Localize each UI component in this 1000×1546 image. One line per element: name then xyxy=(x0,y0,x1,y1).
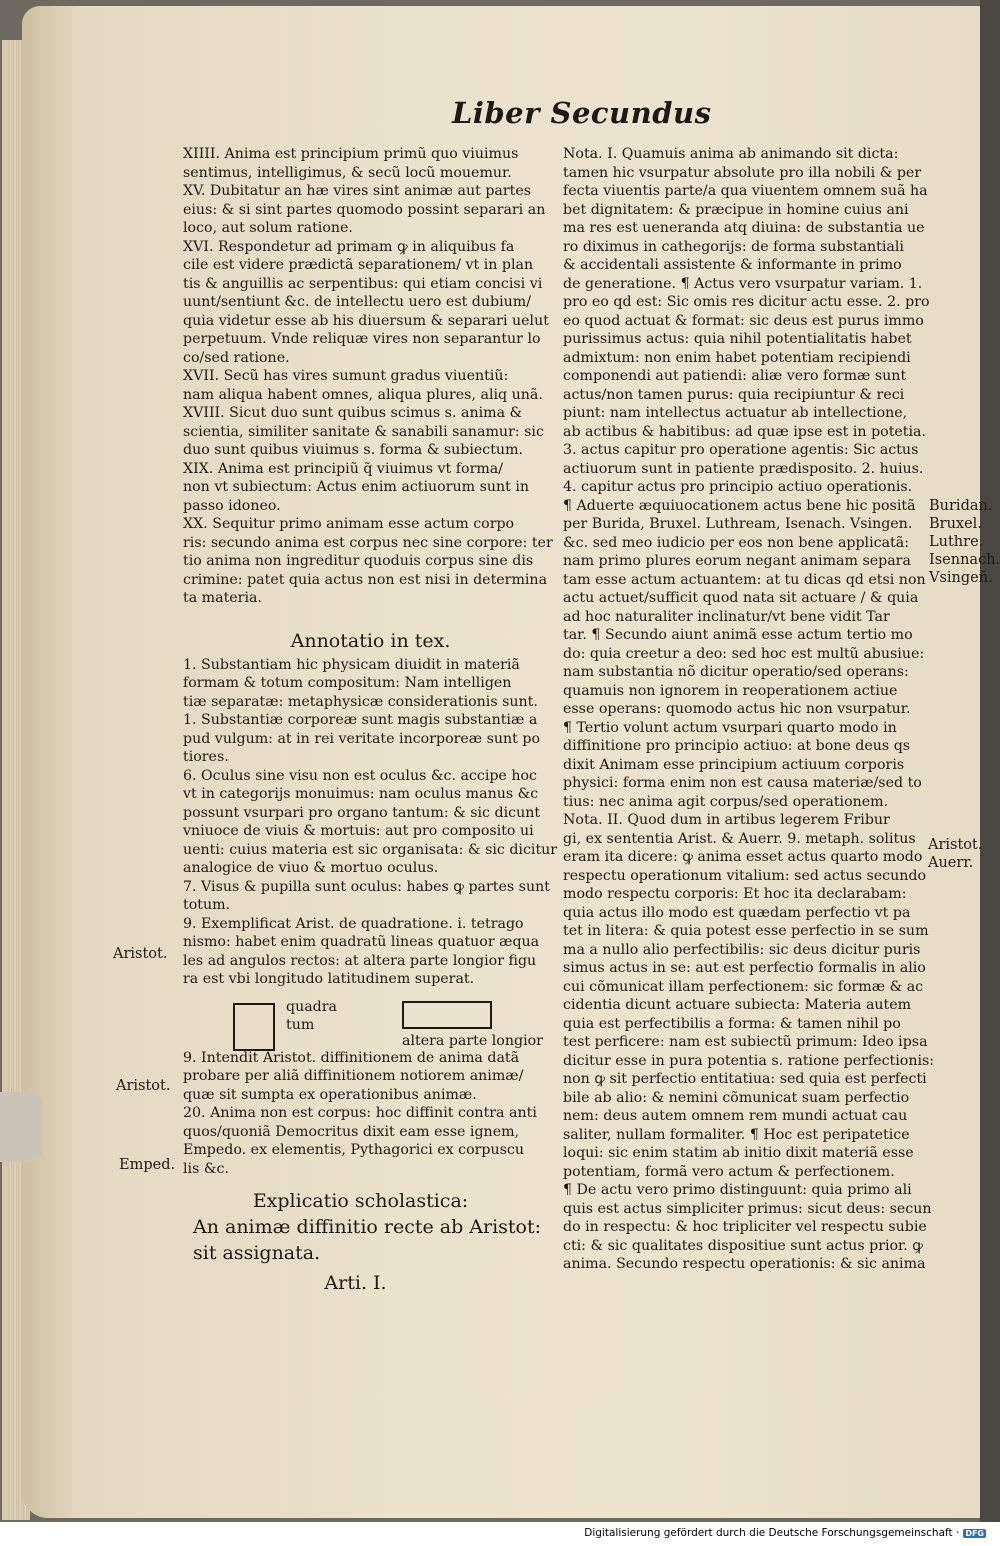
text-line: pro eo qd est: Sic omis res dicitur actu esse. 2. pro xyxy=(563,294,930,310)
text-line: nem: deus autem omnem rem mundi actuat cau xyxy=(563,1108,908,1124)
text-line: fecta viuentis parte/a qua viuentem omnem suã ha xyxy=(563,183,928,199)
text-line: tet in litera: & quia potest esse perfectio in se sum xyxy=(563,923,929,939)
article-heading: Arti. I. xyxy=(324,1272,387,1294)
text-line: XV. Dubitatur an hæ vires sint animæ aut partes xyxy=(183,183,532,199)
text-line: co/sed ratione. xyxy=(183,349,290,366)
dfg-logo: DFG xyxy=(965,1528,984,1538)
text-line: quia est perfectibilis a forma: & tamen nihil po xyxy=(563,1015,901,1032)
right-column xyxy=(563,145,933,1274)
text-line: loqui: sic enim statim ab initio dixit materiã esse xyxy=(563,1145,914,1161)
text-line: Nota. I. Quamuis anima ab animando sit dicta: xyxy=(563,146,899,162)
text-line: quia videtur esse ab his diuersum & separari uelut xyxy=(183,312,549,329)
text-line: ma res est ueneranda atq diuina: de substantia ue xyxy=(563,220,925,236)
margin-note-emped: Emped. xyxy=(119,1157,176,1173)
text-line: 1. Substantiam hic physicam diuidit in materiã xyxy=(183,656,520,673)
text-line: piunt: nam intellectus actuatur ab intellectione, xyxy=(563,405,908,421)
margin-note-line: Aristot. xyxy=(928,837,983,853)
text-line: tar. ¶ Secundo aiunt animã esse actum tertio mo xyxy=(563,627,913,643)
page-marker-tab xyxy=(0,1092,42,1162)
text-line: XVIII. Sicut duo sunt quibus scimus s. anima & xyxy=(183,405,523,421)
text-line: 6. Oculus sine visu non est oculus &c. accipe hoc xyxy=(183,767,537,784)
text-line: cidentia dicunt actuare subiecta: Materia autem xyxy=(563,997,912,1013)
text-line: tam esse actum actuantem: at tu dicas qd etsi non xyxy=(563,571,926,588)
annotatio-heading: Annotatio in tex. xyxy=(290,629,451,652)
text-line: ¶ De actu vero primo distinguunt: quia primo ali xyxy=(563,1182,912,1198)
text-line: totum. xyxy=(183,897,231,913)
text-line: eius: & si sint partes quomodo possint separari an xyxy=(183,201,546,218)
left-text-block-a xyxy=(183,145,558,608)
text-line: tius: nec anima agit corpus/sed operationem. xyxy=(563,793,889,810)
text-line: quos/quoniã Democritus dixit eam esse ignem, xyxy=(183,1123,520,1140)
scan-background-edge xyxy=(980,0,1000,1522)
text-line: nam aliqua habent omnes, aliqua plures, aliq unã. xyxy=(183,386,543,403)
text-line: purissimus actus: quia nihil potentialitatis habet xyxy=(563,331,912,347)
text-line: nismo: habet enim quadratũ lineas quatuor æqua xyxy=(183,934,540,950)
question-line-2: sit assignata. xyxy=(193,1242,321,1264)
figure-label-altera: altera parte longior xyxy=(402,1033,543,1049)
text-line: vt in categorijs monuimus: nam oculus manus &c xyxy=(183,786,539,802)
text-line: quæ sit sumpta ex operationibus animæ. xyxy=(183,1086,477,1103)
text-line: XIIII. Anima est principium primũ quo viuimus xyxy=(183,146,519,162)
margin-note-aristot-1: Aristot. xyxy=(113,946,168,962)
text-line: respectu operationum vitalium: sed actus secundo xyxy=(563,867,927,884)
text-line: ad hoc naturaliter inclinatur/vt bene vidit Tar xyxy=(563,608,890,625)
text-line: uunt/sentiunt &c. de intellectu uero est dubium/ xyxy=(183,294,532,310)
text-line: possunt vsurpari pro organo tantum: & sic dicunt xyxy=(183,804,541,821)
text-line: passo idoneo. xyxy=(183,497,281,514)
text-line: saliter, nullam formaliter. ¶ Hoc est peripatetice xyxy=(563,1126,910,1143)
left-column xyxy=(183,145,558,1296)
text-line: do: quia creetur a deo: sed hoc est multũ abusiue: xyxy=(563,645,925,662)
text-line: tiæ separatæ: metaphysicæ considerationis sunt. xyxy=(183,693,538,710)
text-line: ¶ Aduerte æquiuocationem actus bene hic positã xyxy=(563,497,916,514)
text-line: uenti: cuius materia est sic organisata: & sic dicitur xyxy=(183,841,558,858)
text-line: test perficere: nam est subiectũ primum: Ideo ipsa xyxy=(563,1034,928,1050)
text-line: actus/non tamen purus: quia recipiuntur & reci xyxy=(563,386,905,403)
text-line: & accidentali assistente & informante in primo xyxy=(563,257,902,273)
text-line: do in respectu: & hoc tripliciter vel respectu subie xyxy=(563,1219,927,1235)
text-line: formam & totum compositum: Nam intelligen xyxy=(183,675,512,691)
running-head: Liber Secundus xyxy=(452,96,712,130)
text-line: eo quod actuat & format: sic deus est purus immo xyxy=(563,312,924,329)
text-line: dixit Animam esse principium actiuum corporis xyxy=(563,756,905,773)
right-text-block xyxy=(563,145,933,1274)
text-line: non ꝙ sit perfectio entitatiua: sed quia est perfecti xyxy=(563,1071,927,1087)
text-line: diffinitione pro principio actiuo: at bone deus qs xyxy=(563,738,911,754)
text-line: bet dignitatem: & præcipue in homine cuius ani xyxy=(563,201,909,218)
text-line: scientia, similiter sanitate & sanabili sanamur: sic xyxy=(183,423,544,440)
text-line: ris: secundo anima est corpus nec sine corpore: ter xyxy=(183,534,553,551)
text-line: tiores. xyxy=(183,749,229,765)
text-line: ma a nullo alio perfectibilis: sic deus dicitur puris xyxy=(563,941,921,958)
text-line: crimine: patet quia actus non est nisi in determina xyxy=(183,571,548,588)
text-line: actiuorum sunt in patiente prædisposito. 2. huius. xyxy=(563,460,924,477)
question-line-1: An animæ diffinitio recte ab Aristot: xyxy=(193,1216,542,1238)
text-line: duo sunt quibus viuimus s. forma & subiectum. xyxy=(183,442,524,458)
text-line: nam primo plures eorum negant animam separa xyxy=(563,553,911,569)
text-line: les ad angulos rectos: at altera parte longior figu xyxy=(183,952,537,969)
text-line: quia actus illo modo est quædam perfectio vt pa xyxy=(563,904,911,921)
text-line: cti: & sic qualitates dispositiue sunt actus prior. ꝙ xyxy=(563,1237,923,1254)
text-line: cile est videre prædictã separationem/ vt in plan xyxy=(183,257,534,273)
text-line: de generatione. ¶ Actus vero vsurpatur variam. 1. xyxy=(563,275,923,292)
text-line: Empedo. ex elementis, Pythagorici ex corpuscu xyxy=(183,1142,524,1158)
explicatio-heading: Explicatio scholastica: xyxy=(252,1190,469,1212)
margin-note-line: Luthre. xyxy=(929,534,984,550)
margin-note-line: Vsingeñ. xyxy=(929,570,993,586)
margin-note-line: Bruxel. xyxy=(929,516,982,532)
text-line: per Burida, Bruxel. Luthream, Isenach. Vsingen. xyxy=(563,516,913,532)
margin-note-line: Buridan. xyxy=(929,498,993,514)
text-line: XIX. Anima est principiũ q̃ viuimus vt forma/ xyxy=(183,460,504,477)
text-line: Nota. II. Quod dum in artibus legerem Fribur xyxy=(563,812,890,828)
margin-note-aristot-2: Aristot. xyxy=(116,1078,171,1094)
text-line: nam substantia nõ dicitur operatio/sed operans: xyxy=(563,664,909,680)
text-line: ¶ Tertio volunt actum vsurpari quarto modo in xyxy=(563,719,897,736)
text-line: dicitur esse in pura potentia s. ratione perfectionis: xyxy=(563,1052,935,1069)
text-line: tis & anguillis ac serpentibus: qui etiam concisi vi xyxy=(183,275,543,292)
text-line: 20. Anima non est corpus: hoc diffinit contra anti xyxy=(183,1105,537,1121)
text-line: perpetuum. Vnde reliquæ vires non separantur lo xyxy=(183,331,541,347)
figure-label-tum: tum xyxy=(286,1017,315,1033)
text-line: bile ab alio: & nemini cõmunicat suam perfectio xyxy=(563,1089,910,1106)
text-line: admixtum: non enim habet potentiam recipiendi xyxy=(563,349,911,366)
text-line: 3. actus capitur pro operatione agentis: Sic actus xyxy=(563,442,919,458)
text-line: ro diximus in cathegorijs: de forma substantiali xyxy=(563,238,904,255)
margin-note-line: Auerr. xyxy=(928,855,974,871)
text-line: 4. capitur actus pro principio actiuo operationis. xyxy=(563,479,913,495)
oblong-figure xyxy=(402,1001,492,1029)
text-line: pud vulgum: at in rei veritate incorporeæ sunt po xyxy=(183,730,541,747)
left-text-block-c xyxy=(183,1049,558,1179)
text-line: eram ita dicere: ꝙ anima esset actus quarto modo xyxy=(563,849,923,865)
text-line: gi, ex sententia Arist. & Auerr. 9. metaph. solitus xyxy=(563,830,916,847)
text-line: ta materia. xyxy=(183,590,262,606)
footer-credit xyxy=(584,1527,986,1539)
text-line: vniuoce de viuis & mortuis: aut pro composito ui xyxy=(183,823,534,839)
text-line: tio anima non ingreditur quoduis corpus sine dis xyxy=(183,553,534,569)
text-line: XVII. Secũ has vires sumunt gradus viuentiũ: xyxy=(183,368,509,384)
text-line: XX. Sequitur primo animam esse actum corpo xyxy=(183,516,515,532)
margin-note-aristot-auerr xyxy=(928,836,982,872)
footer-text: Digitalisierung gefördert durch die Deutsche Forschungsgemeinschaft · xyxy=(584,1527,960,1539)
text-line: ra est vbi longitudo latitudinem superat. xyxy=(183,971,475,987)
text-line: non vt subiectum: Actus enim actiuorum sunt in xyxy=(183,479,530,495)
text-line: 9. Exemplificat Arist. de quadratione. i. tetrago xyxy=(183,915,524,932)
text-line: componendi aut patiendi: aliæ vero formæ sunt xyxy=(563,368,907,384)
text-line: XVI. Respondetur ad primam ꝙ in aliquibus fa xyxy=(183,238,515,255)
square-figure xyxy=(233,1003,275,1051)
text-line: potentiam, formã vero actum & perfectionem. xyxy=(563,1163,895,1180)
margin-note-buridan xyxy=(929,497,1000,587)
text-line: quis est actus simpliciter primus: sicut deus: secun xyxy=(563,1200,932,1217)
text-line: analogice de viuo & mortuo oculus. xyxy=(183,860,439,876)
text-line: cui cõmunicat illam perfectionem: sic formæ & ac xyxy=(563,978,924,995)
text-line: tamen hic vsurpatur absolute pro illa nobili & per xyxy=(563,164,922,181)
text-line: sentimus, intelligimus, & secũ locũ mouemur. xyxy=(183,164,512,181)
text-line: lis &c. xyxy=(183,1160,229,1177)
text-line: probare per aliã diffinitionem notiorem animæ/ xyxy=(183,1068,524,1084)
text-line: anima. Secundo respectu operationis: & sic anima xyxy=(563,1256,926,1272)
text-line: actu actuet/sufficit quod nata sit actuare / & quia xyxy=(563,590,919,606)
text-line: ab actibus & habitibus: ad quæ ipse est in potetia. xyxy=(563,423,927,440)
text-line: 1. Substantiæ corporeæ sunt magis substantiæ a xyxy=(183,712,538,728)
text-line: quamuis non ignorem in reoperationem actiue xyxy=(563,682,898,699)
text-line: loco, aut solum ratione. xyxy=(183,220,353,236)
figure-label-quadra: quadra xyxy=(286,999,338,1015)
left-text-block-b xyxy=(183,656,558,989)
text-line: modo respectu corporis: Et hoc ita declarabam: xyxy=(563,886,907,902)
text-line: physici: forma enim non est causa materiæ/sed to xyxy=(563,775,922,791)
text-line: &c. sed meo iudicio per eos non bene applicatã: xyxy=(563,534,909,551)
text-line: esse operans: quomodo actus hic non vsurpatur. xyxy=(563,701,911,717)
text-line: 7. Visus & pupilla sunt oculus: habes ꝙ partes sunt xyxy=(183,878,550,895)
text-line: 9. Intendit Aristot. diffinitionem de anima datã xyxy=(183,1049,520,1066)
text-line: simus actus in se: aut est perfectio formalis in alio xyxy=(563,960,926,976)
margin-note-line: Isennach. xyxy=(929,552,1000,568)
